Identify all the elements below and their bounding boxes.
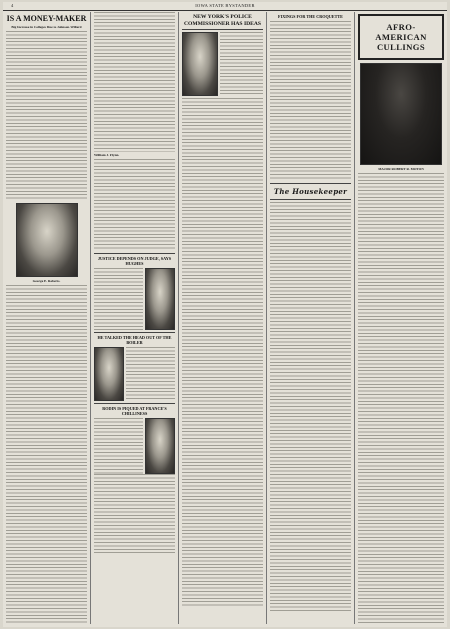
article-body xyxy=(94,159,175,251)
headline-croquette: FIXINGS FOR THE CROQUETTE xyxy=(278,14,343,19)
article-body xyxy=(94,12,175,152)
headline-police-commissioner: NEW YORK'S POLICE COMMISSIONER HAS IDEAS xyxy=(183,14,262,27)
headline-justice: JUSTICE DEPENDS ON JUDGE, SAYS HUGHES xyxy=(97,256,172,266)
column-2 xyxy=(91,12,179,624)
article-body xyxy=(358,173,444,623)
divider xyxy=(270,183,351,184)
boiler-block xyxy=(94,347,175,401)
article-body xyxy=(6,285,87,624)
portrait-caption: MAJOR ROBERT R. MOTON xyxy=(378,167,424,171)
commissioner-block xyxy=(182,32,263,96)
article-body xyxy=(6,31,87,201)
section-title-housekeeper: The Housekeeper xyxy=(273,187,348,196)
masthead xyxy=(3,2,447,11)
divider xyxy=(94,253,175,254)
portrait-photo xyxy=(94,347,124,401)
article-body xyxy=(270,202,351,612)
divider xyxy=(270,199,351,200)
column-1 xyxy=(3,12,91,624)
portrait-caption: George E. Roberts. xyxy=(32,279,61,283)
article-body xyxy=(270,21,351,181)
article-body xyxy=(182,98,263,608)
section-box-title: AFRO-AMERICAN CULLINGS xyxy=(375,22,427,52)
portrait-photo xyxy=(145,418,175,474)
divider xyxy=(182,29,263,30)
headline-rodin: RODIN IS PIQUED AT FRANCE'S CHILLINESS xyxy=(102,406,167,416)
rodin-block xyxy=(94,418,175,474)
column-3 xyxy=(179,12,267,624)
article-body xyxy=(94,418,143,474)
column-4 xyxy=(267,12,355,624)
article-body xyxy=(94,474,175,554)
page-number: 4 xyxy=(11,3,14,8)
column-5 xyxy=(355,12,447,624)
photo-caption-flynn: William J. Flynn. xyxy=(94,153,120,157)
divider xyxy=(94,332,175,333)
divider xyxy=(94,403,175,404)
article-body xyxy=(94,268,143,330)
portrait-photo xyxy=(16,203,78,277)
article-body xyxy=(220,32,263,94)
newspaper-title: IOWA STATE BYSTANDER xyxy=(195,3,255,8)
section-box-afro-american-cullings xyxy=(358,14,444,60)
portrait-photo xyxy=(182,32,218,96)
justice-block xyxy=(94,268,175,330)
deck-money-maker: Big Increase in Colleges Due to Johnson-Willard xyxy=(11,25,82,29)
headline-boiler: HE TALKED THE HEAD OUT OF THE BOILER xyxy=(97,335,172,345)
portrait-photo xyxy=(360,63,442,165)
portrait-photo xyxy=(145,268,175,330)
headline-money-maker: IS A MONEY-MAKER xyxy=(6,14,87,23)
article-body xyxy=(126,347,175,399)
newspaper-page xyxy=(3,2,447,627)
